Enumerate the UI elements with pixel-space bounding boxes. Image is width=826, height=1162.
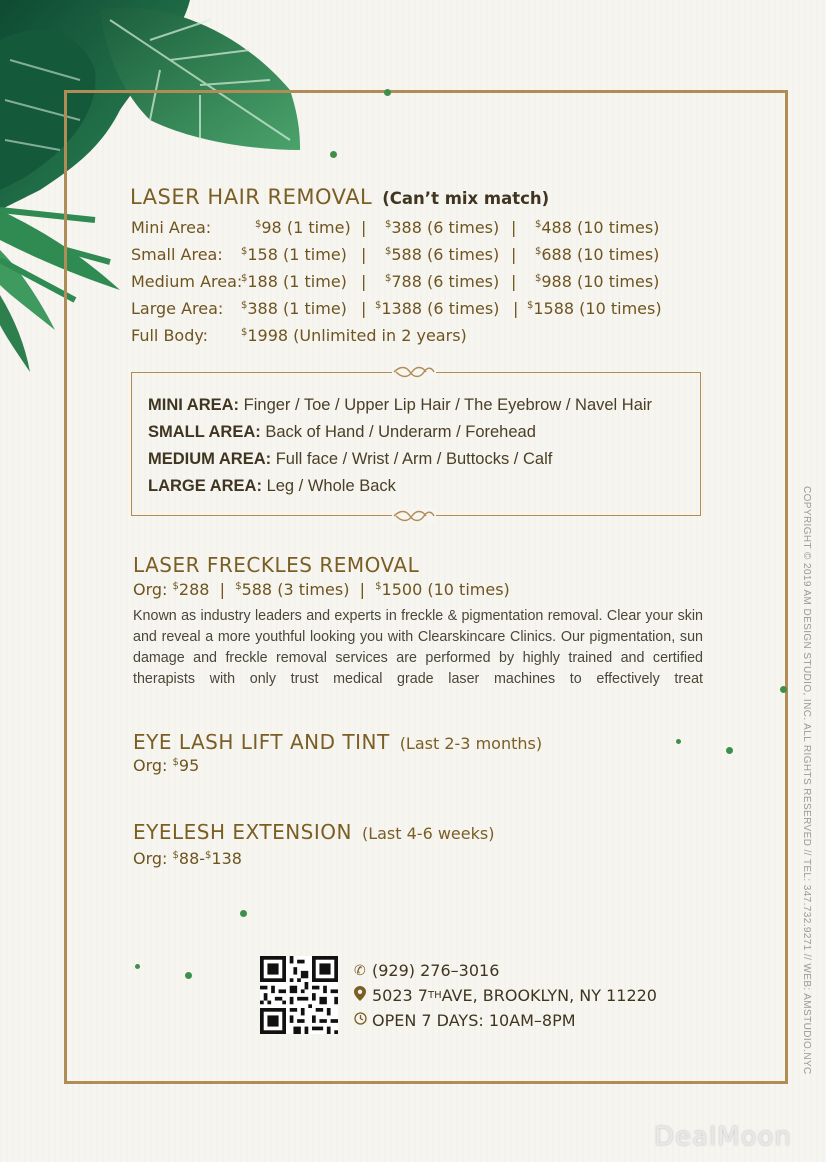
area-label: Mini Area: <box>131 218 212 237</box>
price-3: $488 (10 times) <box>535 218 660 237</box>
price-3: $988 (10 times) <box>535 272 660 291</box>
freckles-description: Known as industry leaders and experts in freckle & pigmentation removal. Clear your skin and reveal a more youthful looking you with Clearskincare Clinics. Our pigmentation, sun damage and freckle removal services are performed by highly trained and certified therapists with only trust medical grade laser machines to effectively treat <box>133 608 703 687</box>
ornament-bottom <box>392 509 436 523</box>
decorative-dot <box>780 686 787 693</box>
price-2: $788 (6 times) <box>385 272 500 291</box>
lash-lift-price: Org: $95 <box>133 756 200 775</box>
mini-area-def: MINI AREA: Finger / Toe / Upper Lip Hair / The Eyebrow / Navel Hair <box>148 396 653 414</box>
hours-line: OPEN 7 DAYS: 10AM–8PM <box>354 1008 657 1033</box>
extension-price: Org: $88-$138 <box>133 849 242 868</box>
large-area-def: LARGE AREA: Leg / Whole Back <box>148 477 396 495</box>
price-1: $98 (1 time) <box>255 218 351 237</box>
area-label: Medium Area: <box>131 272 243 291</box>
decorative-dot <box>135 964 140 969</box>
phone-line[interactable]: ✆ (929) 276–3016 <box>354 961 500 980</box>
area-label: Full Body: <box>131 326 209 345</box>
price-3: $688 (10 times) <box>535 245 660 264</box>
separator: | <box>361 218 367 237</box>
price-3: $1588 (10 times) <box>527 299 662 318</box>
extension-heading: EYELESH EXTENSION (Last 4-6 weeks) <box>133 820 495 844</box>
decorative-dot <box>726 747 733 754</box>
phone-icon: ✆ <box>354 962 366 979</box>
separator: | <box>361 272 367 291</box>
price-1: $388 (1 time) <box>241 299 347 318</box>
freckles-prices: Org: $288 | $588 (3 times) | $1500 (10 times) <box>133 580 510 599</box>
separator: | <box>511 272 517 291</box>
separator: | <box>361 245 367 264</box>
laser-hair-title: LASER HAIR REMOVAL <box>130 185 373 209</box>
lash-lift-heading: EYE LASH LIFT AND TINT (Last 2-3 months) <box>133 730 543 754</box>
freckles-heading: LASER FRECKLES REMOVAL <box>133 553 420 577</box>
area-definitions <box>148 396 652 504</box>
decorative-dot <box>676 739 681 744</box>
medium-area-def: MEDIUM AREA: Full face / Wrist / Arm / Buttocks / Calf <box>148 450 553 468</box>
map-pin-icon <box>354 986 372 1005</box>
decorative-dot <box>330 151 337 158</box>
ornament-top <box>392 365 436 379</box>
full-body-price: $1998 (Unlimited in 2 years) <box>241 326 467 345</box>
separator: | <box>511 218 517 237</box>
price-2: $588 (6 times) <box>385 245 500 264</box>
decorative-dot <box>185 972 192 979</box>
price-1: $158 (1 time) <box>241 245 347 264</box>
decorative-dot <box>240 910 247 917</box>
price-1: $188 (1 time) <box>241 272 347 291</box>
laser-hair-note: (Can’t mix match) <box>382 189 550 208</box>
copyright-sidebar: COPYRIGHT © 2019 AM DESIGN STUDIO, INC. ALL RIGHTS RESERVED // TEL: 347.732.9271 // WEB: AMSTUDIO.NYC <box>801 486 812 1075</box>
laser-hair-heading <box>130 185 549 209</box>
contact-info <box>354 958 657 1033</box>
area-label: Small Area: <box>131 245 223 264</box>
watermark: DealMoon <box>654 1122 792 1152</box>
separator: | <box>361 299 367 318</box>
qr-code[interactable] <box>260 956 338 1034</box>
decorative-dot <box>384 89 391 96</box>
separator: | <box>513 299 519 318</box>
address-line[interactable]: 5023 7 TH AVE, BROOKLYN, NY 11220 <box>354 983 657 1008</box>
clock-icon <box>354 1012 372 1029</box>
price-2: $388 (6 times) <box>385 218 500 237</box>
small-area-def: SMALL AREA: Back of Hand / Underarm / Forehead <box>148 423 536 441</box>
separator: | <box>511 245 517 264</box>
price-2: $1388 (6 times) <box>375 299 500 318</box>
area-label: Large Area: <box>131 299 224 318</box>
